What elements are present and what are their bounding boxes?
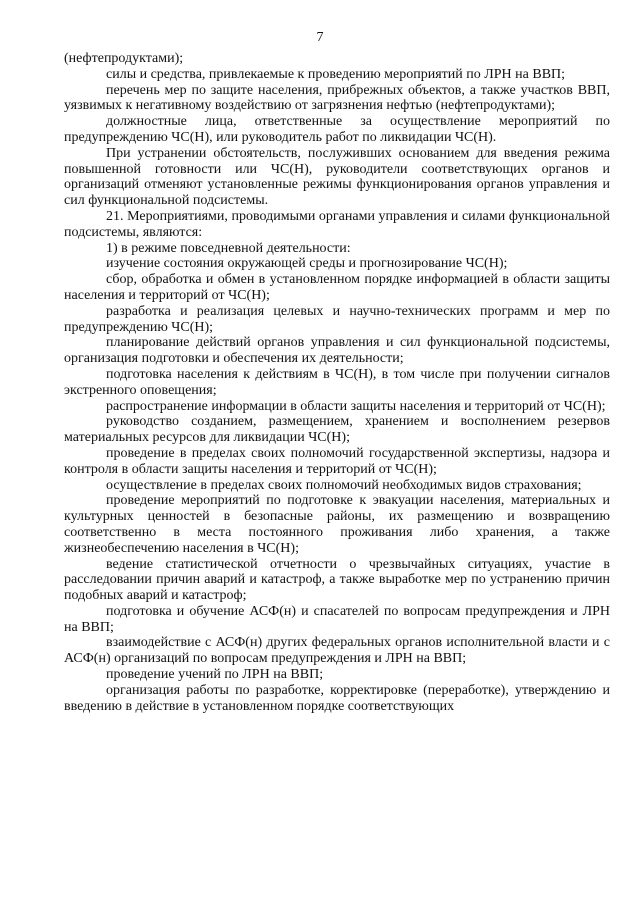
paragraph-statistics: ведение статистической отчетности о чрезвычайных ситуациях, участие в расследовании причин аварий и катастроф, а также выработке мер по устранению причин подобных аварий и катастроф; <box>64 556 610 604</box>
paragraph-information-distribution: распространение информации в области защиты населения и территорий от ЧС(Н); <box>106 398 606 414</box>
paragraph-organization: организация работы по разработке, корректировке (переработке), утверждению и введению в действие в установленном порядке соответствующих <box>64 682 610 714</box>
paragraph-interaction: взаимодействие с АСФ(н) других федеральных органов исполнительной власти и с АСФ(н) организаций по вопросам предупреждения и ЛРН на ВВП; <box>64 635 610 667</box>
paragraph-responsible-officials: должностные лица, ответственные за осуществление мероприятий по предупреждению ЧС(Н), или руководитель работ по ликвидации ЧС(Н). <box>64 114 610 145</box>
paragraph-exercises: проведение учений по ЛРН на ВВП; <box>106 667 324 683</box>
paragraph-forces-and-means: силы и средства, привлекаемые к проведению мероприятий по ЛРН на ВВП; <box>106 66 566 82</box>
paragraph-continuation: (нефтепродуктами); <box>64 51 184 66</box>
page-number: 7 <box>316 30 324 45</box>
paragraph-evacuation: проведение мероприятий по подготовке к эвакуации населения, материальных и культурных ценностей в безопасные районы, их размещению и возвращению соответственно в места постоянного проживания либо хранения, а также жизнеобеспечению населения в ЧС(Н); <box>64 493 610 556</box>
paragraph-reserves: руководство созданием, размещением, хранением и восполнением резервов материальных ресурсов для ликвидации ЧС(Н); <box>64 414 610 446</box>
paragraph-asf-training: подготовка и обучение АСФ(н) и спасателей по вопросам предупреждения и ЛРН на ВВП; <box>64 603 610 635</box>
paragraph-environment-study: изучение состояния окружающей среды и прогнозирование ЧС(Н); <box>106 256 508 272</box>
document-body <box>64 51 610 714</box>
paragraph-expertise: проведение в пределах своих полномочий государственной экспертизы, надзора и контроля в области защиты населения и территорий от ЧС(Н); <box>64 445 610 477</box>
paragraph-insurance: осуществление в пределах своих полномочий необходимых видов страхования; <box>106 477 582 493</box>
paragraph-planning: планирование действий органов управления и сил функциональной подсистемы, организация подготовки и обеспечения их деятельности; <box>64 335 610 367</box>
paragraph-regime-cancellation: При устранении обстоятельств, послуживших основанием для введения режима повышенной готовности или ЧС(Н), руководители соответствующих органов и организаций отменяют установленные режимы функционирования органов управления и сил функциональной подсистемы. <box>64 145 610 209</box>
paragraph-protection-measures: перечень мер по защите населения, прибрежных объектов, а также участков ВВП, уязвимых к негативному воздействию от загрязнения нефтью (нефтепродуктами); <box>64 82 610 114</box>
paragraph-programs: разработка и реализация целевых и научно-технических программ и мер по предупреждению ЧС(Н); <box>64 303 610 335</box>
paragraph-section-21: 21. Мероприятиями, проводимыми органами управления и силами функциональной подсистемы, являются: <box>64 208 610 240</box>
paragraph-information-exchange: сбор, обработка и обмен в установленном порядке информацией в области защиты населения и территорий от ЧС(Н); <box>64 272 610 303</box>
paragraph-daily-mode: 1) в режиме повседневной деятельности: <box>106 240 351 256</box>
paragraph-population-training: подготовка населения к действиям в ЧС(Н), в том числе при получении сигналов экстренного оповещения; <box>64 366 610 398</box>
